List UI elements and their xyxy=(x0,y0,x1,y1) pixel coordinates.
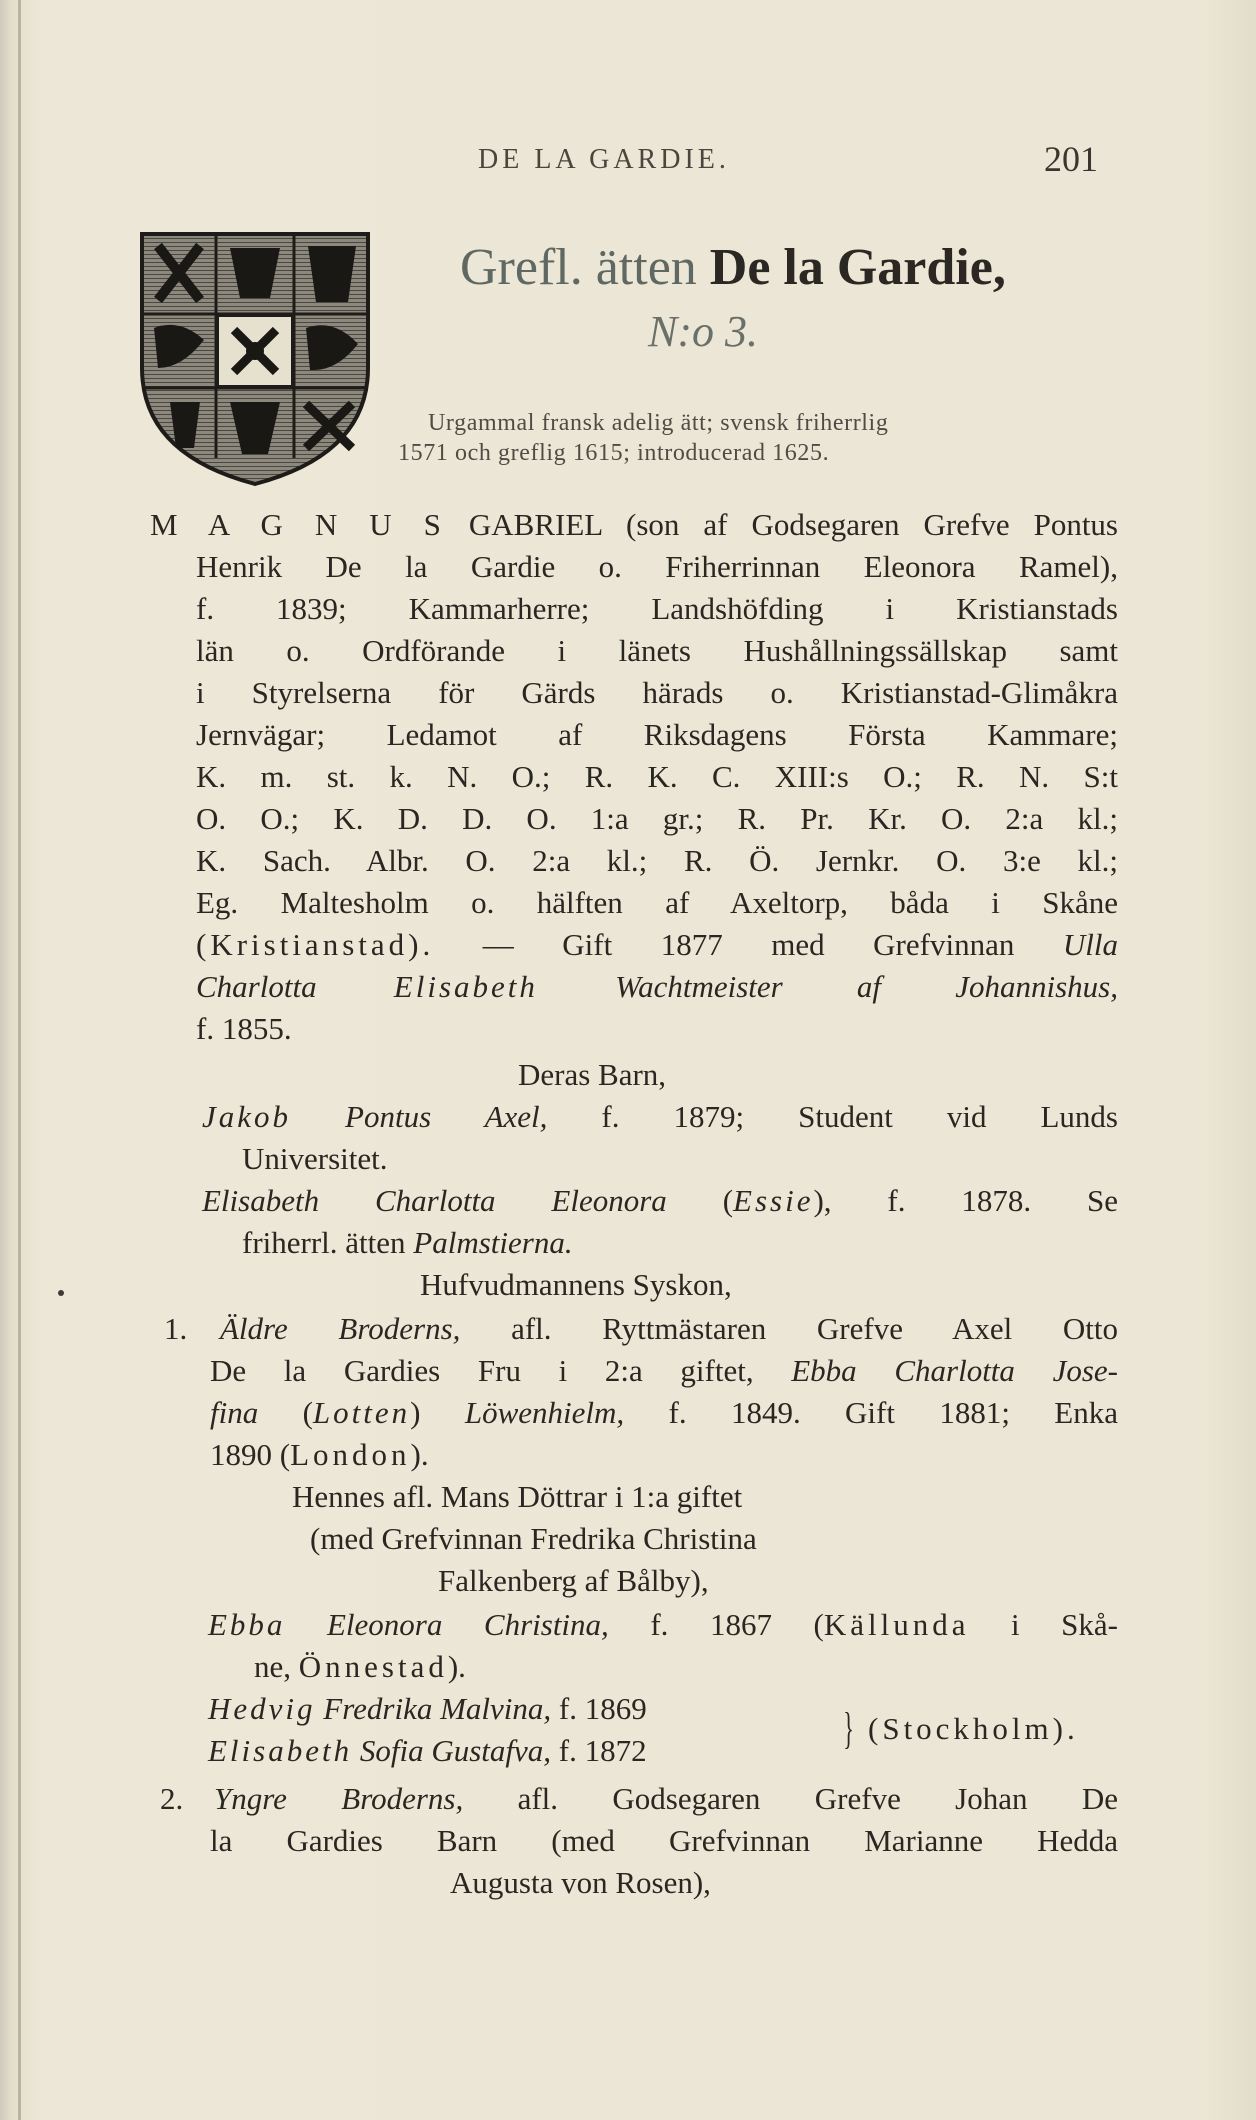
person-name: Löwenhielm, xyxy=(464,1395,625,1430)
entry-text: Se xyxy=(1087,1183,1118,1218)
entry-text: ) xyxy=(410,1395,465,1430)
entry-text: i Skå- xyxy=(969,1607,1118,1642)
spouse-name: Wachtmeister af Johannishus, xyxy=(615,969,1118,1004)
entry-line: O. O.; K. D. D. O. 1:a gr.; R. Pr. Kr. O. 2:a kl.; xyxy=(196,801,1118,836)
entry-line: f. 1839; Kammarherre; Landshöfding i Kristianstads xyxy=(196,591,1118,626)
person-name: fina xyxy=(210,1395,259,1430)
daughter-name: Elisabeth xyxy=(208,1733,353,1768)
sibling-label: Äldre Broderns, xyxy=(220,1311,461,1346)
brace-icon: } xyxy=(843,1704,854,1753)
daughter-entry xyxy=(208,1689,647,1729)
entry-text: ). xyxy=(410,1437,429,1472)
sibling-entry: Hennes afl. Mans Döttrar i 1:a giftet xyxy=(292,1479,743,1514)
entry-line: Henrik De la Gardie o. Friherrinnan Eleonora Ramel), xyxy=(196,549,1118,584)
origin-line-1: Urgammal fransk adelig ätt; svensk friherrlig xyxy=(428,410,889,436)
daughter-entry xyxy=(254,1647,466,1687)
child-nickname: Essie xyxy=(733,1183,814,1218)
entry-text: — Gift 1877 med Grefvinnan xyxy=(434,927,1063,962)
child-entry xyxy=(242,1223,573,1263)
children-heading: Deras Barn, xyxy=(518,1057,667,1092)
entry-text: (Kristianstad). xyxy=(196,927,435,962)
sibling-entry xyxy=(220,1309,1118,1349)
running-head-title: DE LA GARDIE. xyxy=(478,144,730,175)
head-of-house-name: M A G N U S xyxy=(150,507,445,542)
entry-line: f. 1855. xyxy=(196,1011,292,1046)
daughter-entry xyxy=(208,1605,1118,1645)
place-name: Källunda xyxy=(823,1607,970,1642)
entry-line: Jernvägar; Ledamot af Riksdagens Första Kammare; xyxy=(196,717,1118,752)
entry-text: f. 1879; Student vid Lunds xyxy=(547,1099,1118,1134)
entry-text: 1890 ( xyxy=(210,1437,291,1472)
entry-text: GABRIEL (son af Godsegaren Grefve Pontus xyxy=(444,507,1118,542)
entry-text: f. 1872 xyxy=(551,1733,647,1768)
daughter-name: Ebba xyxy=(208,1607,286,1642)
entry-text: ), f. 1878. xyxy=(813,1183,1032,1218)
page-number: 201 xyxy=(1044,139,1098,179)
daughter-entry xyxy=(208,1731,647,1771)
child-name: Pontus Axel, xyxy=(291,1099,548,1134)
house-title-prefix: Grefl. ätten xyxy=(460,239,697,296)
child-name: Elisabeth Charlotta Eleonora xyxy=(202,1183,667,1218)
sibling-entry xyxy=(210,1435,429,1475)
entry-line: i Styrelserna för Gärds härads o. Kristianstad-Glimåkra xyxy=(196,675,1118,710)
entry-line xyxy=(196,967,1118,1007)
entry-text: De la Gardies Fru i 2:a giftet, xyxy=(210,1353,792,1388)
siblings-heading: Hufvudmannens Syskon, xyxy=(420,1267,732,1302)
entry-text: ( xyxy=(258,1395,313,1430)
daughter-name: Sofia Gustafva, xyxy=(352,1733,552,1768)
ink-spot xyxy=(58,1290,64,1296)
sibling-entry xyxy=(210,1351,1118,1391)
house-title-name: De la Gardie, xyxy=(709,239,1006,296)
daughter-name: Eleonora Christina, xyxy=(285,1607,609,1642)
daughter-name: Fredrika Malvina, xyxy=(315,1691,552,1726)
place-name: London xyxy=(290,1437,411,1472)
entry-text: ne, xyxy=(254,1649,299,1684)
sibling-entry: Augusta von Rosen), xyxy=(450,1865,711,1900)
person-name: Ebba Charlotta Jose- xyxy=(791,1353,1118,1388)
entry-line xyxy=(150,505,1118,545)
house-title xyxy=(460,238,1006,297)
spouse-name: Charlotta xyxy=(196,969,317,1004)
spouse-name: Ulla xyxy=(1062,927,1118,962)
cross-reference: Palmstierna. xyxy=(413,1225,573,1260)
origin-line-2: 1571 och greflig 1615; introducerad 1625. xyxy=(398,440,830,466)
spouse-name: Elisabeth xyxy=(316,969,616,1004)
place-name: Önnestad xyxy=(298,1649,448,1684)
person-nickname: Lotten xyxy=(312,1395,411,1430)
child-entry xyxy=(202,1181,1118,1221)
entry-text: f. 1849. Gift 1881; Enka xyxy=(624,1395,1118,1430)
entry-line xyxy=(196,925,1118,965)
house-number: N:o 3. xyxy=(648,307,758,356)
entry-text: friherrl. ätten xyxy=(242,1225,414,1260)
entry-line: Eg. Maltesholm o. hälften af Axeltorp, båda i Skåne xyxy=(196,885,1118,920)
sibling-number: 1. xyxy=(164,1311,188,1346)
entry-text: f. 1869 xyxy=(551,1691,647,1726)
place-name: (Stockholm). xyxy=(868,1711,1079,1746)
entry-text: f. 1867 ( xyxy=(608,1607,824,1642)
child-entry: Universitet. xyxy=(242,1141,388,1176)
entry-text: ( xyxy=(666,1183,734,1218)
sibling-entry: (med Grefvinnan Fredrika Christina xyxy=(310,1521,757,1556)
entry-line: K. Sach. Albr. O. 2:a kl.; R. Ö. Jernkr. O. 3:e kl.; xyxy=(196,843,1118,878)
running-head xyxy=(0,138,1256,178)
sibling-entry xyxy=(214,1779,1118,1819)
sibling-entry: la Gardies Barn (med Grefvinnan Marianne Hedda xyxy=(210,1823,1118,1858)
daughter-name: Hedvig xyxy=(208,1691,316,1726)
coat-of-arms-icon xyxy=(130,218,380,490)
sibling-number: 2. xyxy=(160,1781,184,1816)
entry-text: afl. Godsegaren Grefve Johan De xyxy=(463,1781,1118,1816)
page-gutter xyxy=(18,0,21,2120)
entry-text: ). xyxy=(447,1649,466,1684)
entry-line: K. m. st. k. N. O.; R. K. C. XIII:s O.; R. N. S:t xyxy=(196,759,1118,794)
sibling-entry xyxy=(210,1393,1118,1433)
sibling-label: Yngre Broderns, xyxy=(214,1781,464,1816)
sibling-entry: Falkenberg af Bålby), xyxy=(438,1563,709,1598)
child-entry xyxy=(202,1097,1118,1137)
entry-line: län o. Ordförande i länets Hushållningssällskap samt xyxy=(196,633,1118,668)
house-origin xyxy=(398,408,1120,468)
child-name: Jakob xyxy=(202,1099,292,1134)
entry-text: afl. Ryttmästaren Grefve Axel Otto xyxy=(460,1311,1118,1346)
